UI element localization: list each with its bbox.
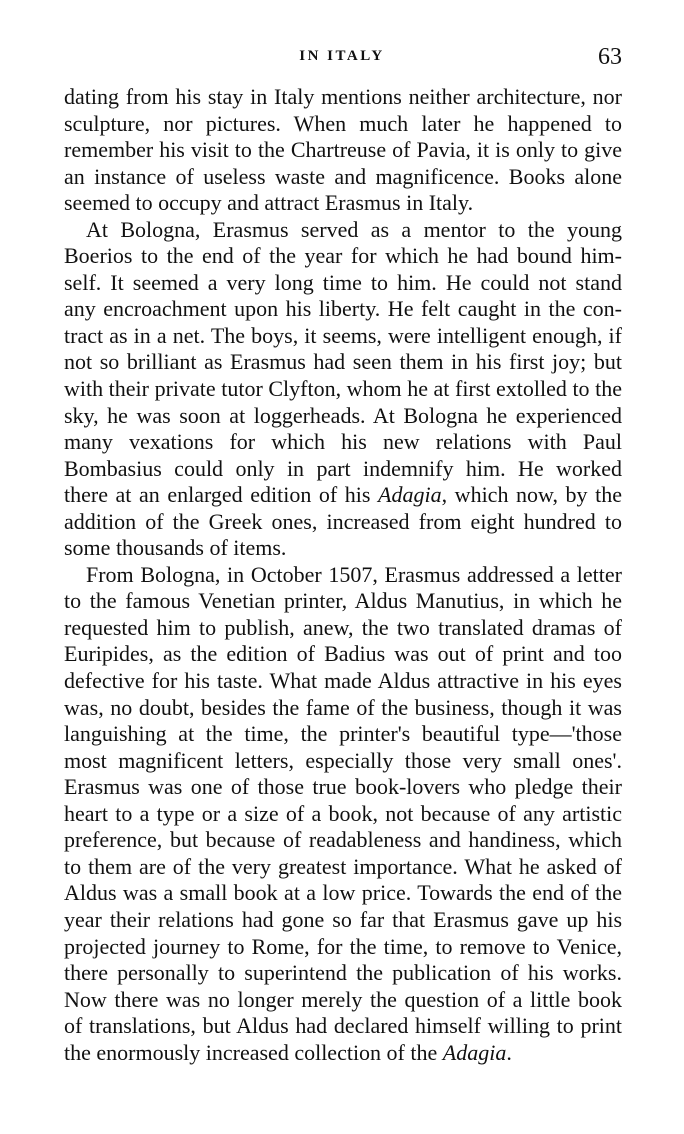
text-line: seemed to occupy and attract Erasmus in Italy. [64, 190, 474, 216]
text-segment: , which now, by the [441, 482, 622, 508]
text-line: heart to a type or a size of a book, not because of any artistic [64, 800, 622, 826]
text-line: was, no doubt, besides the fame of the business, though it was [64, 694, 622, 720]
text-line [64, 482, 622, 509]
text-line: any encroachment upon his liberty. He felt caught in the con- [64, 296, 622, 322]
text-line: At Bologna, Erasmus served as a mentor to the young [86, 216, 622, 242]
text-line: some thousands of items. [64, 535, 287, 561]
text-line: self. It seemed a very long time to him. He could not stand [64, 269, 622, 295]
text-line: with their private tutor Clyfton, whom he at first extolled to the [64, 376, 622, 402]
text-line: most magnificent letters, especially those very small ones'. [64, 747, 622, 773]
text-line: languishing at the time, the printer's beautiful type—'those [64, 721, 622, 747]
text-line: tract as in a net. The boys, it seems, were intelligent enough, if [64, 322, 622, 348]
running-head [0, 44, 684, 74]
text-line: preference, but because of readableness and handiness, which [64, 827, 622, 853]
text-line: Boerios to the end of the year for which he had bound him- [64, 243, 622, 269]
text-line: Now there was no longer merely the question of a little book [64, 986, 622, 1012]
text-line: Aldus was a small book at a low price. Towards the end of the [64, 880, 622, 906]
text-line: Erasmus was one of those true book-lovers who pledge their [64, 774, 622, 800]
text-line: dating from his stay in Italy mentions neither architecture, nor [64, 84, 622, 109]
text-line: many vexations for which his new relations with Paul [64, 429, 622, 455]
text-line: requested him to publish, anew, the two translated dramas of [64, 614, 622, 640]
text-line: year their relations had gone so far that Erasmus gave up his [64, 906, 622, 932]
italic-title: Adagia [442, 1039, 507, 1065]
page-number: 63 [598, 44, 622, 70]
text-line: Euripides, as the edition of Badius was out of print and too [64, 641, 622, 667]
text-line: not so brilliant as Erasmus had seen them in his first joy; but [64, 349, 622, 375]
text-line: of translations, but Aldus had declared himself willing to print [64, 1013, 622, 1039]
italic-title: Adagia [378, 482, 442, 508]
text-line: sculpture, nor pictures. When much later he happened to [64, 110, 622, 136]
text-line: Bombasius could only in part indemnify him. He worked [64, 455, 622, 481]
text-line: to the famous Venetian printer, Aldus Manutius, in which he [64, 588, 622, 614]
text-line: to them are of the very greatest importance. What he asked of [64, 853, 622, 879]
text-line: an instance of useless waste and magnificence. Books alone [64, 163, 622, 189]
text-line: defective for his taste. What made Aldus attractive in his eyes [64, 668, 622, 694]
text-segment: there at an enlarged edition of his [64, 482, 379, 508]
text-line: remember his visit to the Chartreuse of Pavia, it is only to give [64, 137, 622, 163]
running-title: IN ITALY [299, 48, 385, 64]
text-line: sky, he was soon at loggerheads. At Bologna he experienced [64, 402, 622, 428]
text-line [64, 1040, 622, 1067]
text-line: addition of the Greek ones, increased from eight hundred to [64, 508, 622, 534]
body-text [64, 84, 622, 1066]
text-line: From Bologna, in October 1507, Erasmus addressed a letter [86, 561, 622, 587]
text-line: there personally to superintend the publication of his works. [64, 960, 622, 986]
text-segment: . [506, 1039, 512, 1065]
text-segment: the enormously increased collection of the [64, 1039, 443, 1065]
text-line: projected journey to Rome, for the time, to remove to Venice, [64, 933, 622, 959]
